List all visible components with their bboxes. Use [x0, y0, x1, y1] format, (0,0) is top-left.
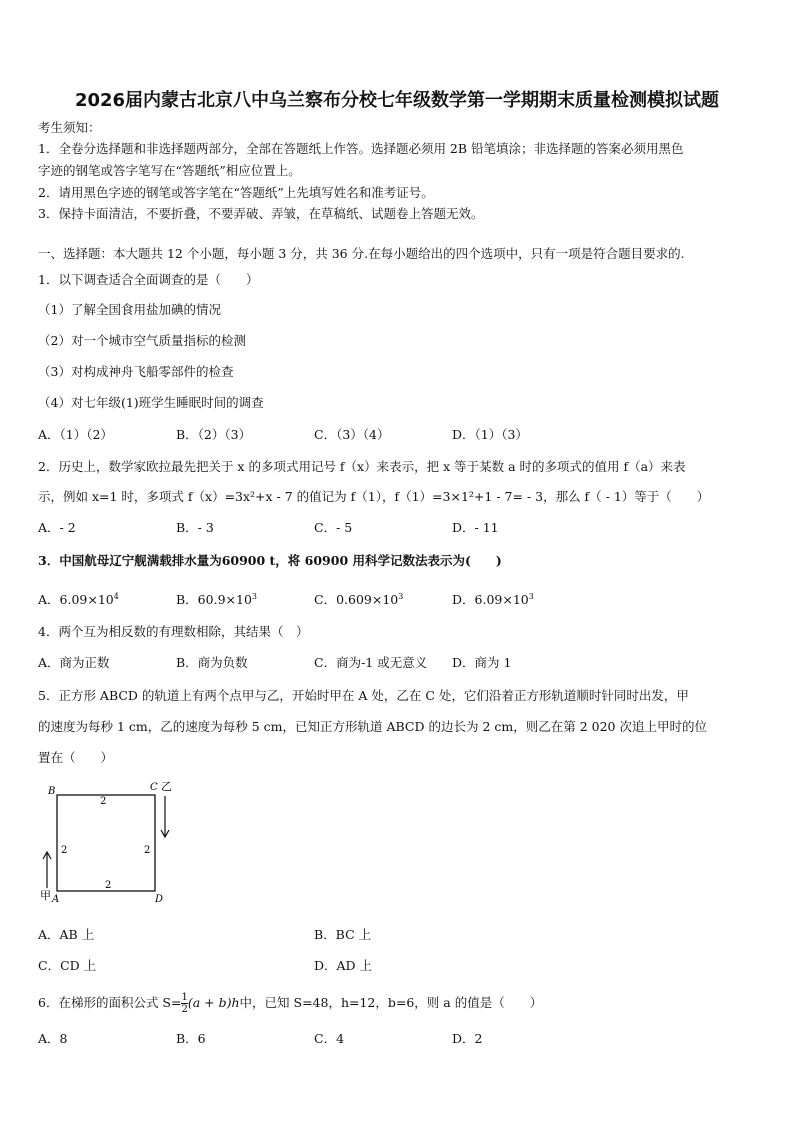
q6-option-a: A．8 — [38, 1031, 68, 1046]
notice-item: 字迹的钢笔或答字笔写在“答题纸”相应位置上。 — [38, 163, 301, 178]
vertex-label-d: D — [155, 894, 164, 905]
q6-option-d: D．2 — [452, 1031, 483, 1046]
q5-stem-line2: 的速度为每秒 1 cm，乙的速度为每秒 5 cm，已知正方形轨道 ABCD 的边长为 2 cm，则乙在第 2 020 次追上甲时的位 — [38, 719, 707, 734]
notice-item: 1．全卷分选择题和非选择题两部分，全部在答题纸上作答。选择题必须用 2B 铅笔填涂；非选择题的答案必须用黑色 — [38, 141, 684, 156]
q4-stem: 4．两个互为相反数的有理数相除，其结果（ ） — [38, 624, 309, 639]
side-length-bottom: 2 — [105, 880, 112, 891]
q1-item: （2）对一个城市空气质量指标的检测 — [38, 333, 246, 348]
q1-option-a: A．（1）（2） — [38, 427, 113, 442]
vertex-label-c: C — [150, 782, 158, 793]
side-length-right: 2 — [144, 845, 151, 856]
q6-stem: 6．在梯形的面积公式 S= $\frac{1}{2}$ (a + b)h中，已知 S=48，h=12，b=6，则 a 的值是（ ） — [38, 992, 543, 1015]
side-length-left: 2 — [61, 845, 68, 856]
q1-option-d: D．（1）（3） — [452, 427, 528, 442]
q2-option-d: D．- 11 — [452, 520, 499, 535]
section-heading: 一、选择题：本大题共 12 个小题，每小题 3 分，共 36 分.在每小题给出的四个选项中，只有一项是符合题目要求的. — [38, 246, 685, 261]
q2-option-c: C．- 5 — [314, 520, 353, 535]
q4-option-a: A．商为正数 — [38, 655, 110, 670]
label-jia: 甲 — [40, 889, 51, 902]
label-yi: 乙 — [161, 780, 172, 793]
q3-option-a: A．$6.09\times 10^4$ — [38, 592, 119, 608]
q6-option-b: B．6 — [176, 1031, 206, 1046]
q1-item: （4）对七年级(1)班学生睡眠时间的调查 — [38, 395, 264, 410]
q4-option-b: B．商为负数 — [176, 655, 248, 670]
q3-option-d: D．$6.09\times 10^3$ — [452, 592, 534, 608]
q1-item: （3）对构成神舟飞船零部件的检查 — [38, 364, 234, 379]
q5-stem-line1: 5．正方形 ABCD 的轨道上有两个点甲与乙，开始时甲在 A 处，乙在 C 处，它们沿着正方形轨道顺时针同时出发，甲 — [38, 688, 689, 703]
q2-option-a: A．- 2 — [38, 520, 76, 535]
q6-option-c: C．4 — [314, 1031, 345, 1046]
q3-option-b: B．$60.9\times 10^3$ — [176, 592, 257, 608]
arrow-up-icon — [43, 852, 51, 888]
q4-option-d: D．商为 1 — [452, 655, 512, 670]
notice-item: 2．请用黑色字迹的钢笔或答字笔在“答题纸”上先填写姓名和准考证号。 — [38, 185, 434, 200]
q5-option-b: B．BC 上 — [314, 927, 372, 942]
q2-option-b: B．- 3 — [176, 520, 214, 535]
vertex-label-a: A — [52, 894, 60, 905]
q5-option-d: D．AD 上 — [314, 958, 373, 973]
side-length-top: 2 — [100, 796, 107, 807]
arrow-down-icon — [161, 796, 169, 837]
q1-item: （1）了解全国食用盐加碘的情况 — [38, 302, 221, 317]
q5-option-c: C．CD 上 — [38, 958, 97, 973]
q1-option-b: B．（2）（3） — [176, 427, 252, 442]
page-title: 2026届内蒙古北京八中乌兰察布分校七年级数学第一学期期末质量检测模拟试题 — [74, 90, 720, 111]
q3-stem: 3．中国航母辽宁舰满载排水量为60900 t，将 60900 用科学记数法表示为( ) — [38, 553, 502, 568]
q2-stem-line2: 示，例如 x=1 时，多项式 f（x）=3x²+x - 7 的值记为 f（1），f（1）=3×1²+1 - 7= - 3，那么 f（ - 1）等于（ ） — [38, 489, 710, 504]
square-track-figure — [40, 778, 180, 908]
fraction-one-half: $\frac{1}{2}$ — [181, 992, 188, 1015]
q1-stem: 1．以下调查适合全面调查的是（ ） — [38, 272, 259, 287]
vertex-label-b: B — [48, 786, 56, 797]
q1-option-c: C．（3）（4） — [314, 427, 390, 442]
q3-option-c: C．$0.609\times 10^3$ — [314, 592, 404, 608]
square-abcd — [57, 795, 155, 891]
q4-option-c: C．商为-1 或无意义 — [314, 655, 428, 670]
notice-item: 3．保持卡面清洁，不要折叠，不要弄破、弄皱，在草稿纸、试题卷上答题无效。 — [38, 206, 484, 221]
q5-option-a: A．AB 上 — [38, 927, 95, 942]
q5-stem-line3: 置在（ ） — [38, 750, 114, 765]
q2-stem-line1: 2．历史上，数学家欧拉最先把关于 x 的多项式用记号 f（x）来表示，把 x 等于某数 a 时的多项式的值用 f（a）来表 — [38, 459, 686, 474]
notice-heading: 考生须知： — [38, 120, 101, 135]
